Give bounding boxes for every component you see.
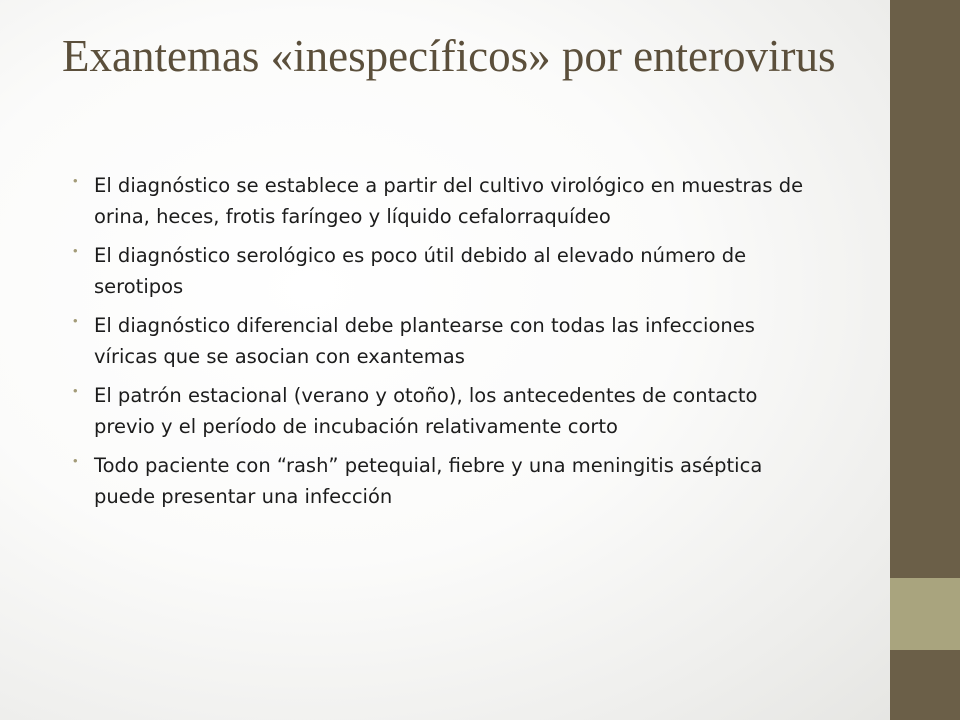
bullet-icon: • <box>73 313 78 328</box>
bullet-text: El patrón estacional (verano y otoño), los antecedentes de contacto previo y el período de incubación relativamente corto <box>94 384 758 438</box>
sidebar-dark-block <box>890 0 960 578</box>
bullet-icon: • <box>73 453 78 468</box>
bullet-icon: • <box>73 173 78 188</box>
bullet-item <box>70 310 815 372</box>
sidebar-dark-block-bottom <box>890 650 960 720</box>
slide-title: Exantemas «inespecíficos» por enterovirus <box>62 31 836 81</box>
sidebar-light-block <box>890 578 960 650</box>
bullet-icon: • <box>73 243 78 258</box>
decorative-sidebar <box>890 0 960 720</box>
bullet-item <box>70 240 815 302</box>
bullet-text: El diagnóstico se establece a partir del cultivo virológico en muestras de orina, heces, frotis faríngeo y líquido cefalorraquídeo <box>94 174 804 228</box>
bullet-icon: • <box>73 383 78 398</box>
bullet-text: Todo paciente con “rash” petequial, fiebre y una meningitis aséptica puede presentar una infección <box>94 454 763 508</box>
bullet-item <box>70 170 815 232</box>
bullet-item <box>70 380 815 442</box>
bullet-item <box>70 450 815 512</box>
bullet-text: El diagnóstico serológico es poco útil debido al elevado número de serotipos <box>94 244 747 298</box>
bullet-text: El diagnóstico diferencial debe plantearse con todas las infecciones víricas que se asocian con exantemas <box>94 314 755 368</box>
bullet-list <box>70 170 815 520</box>
